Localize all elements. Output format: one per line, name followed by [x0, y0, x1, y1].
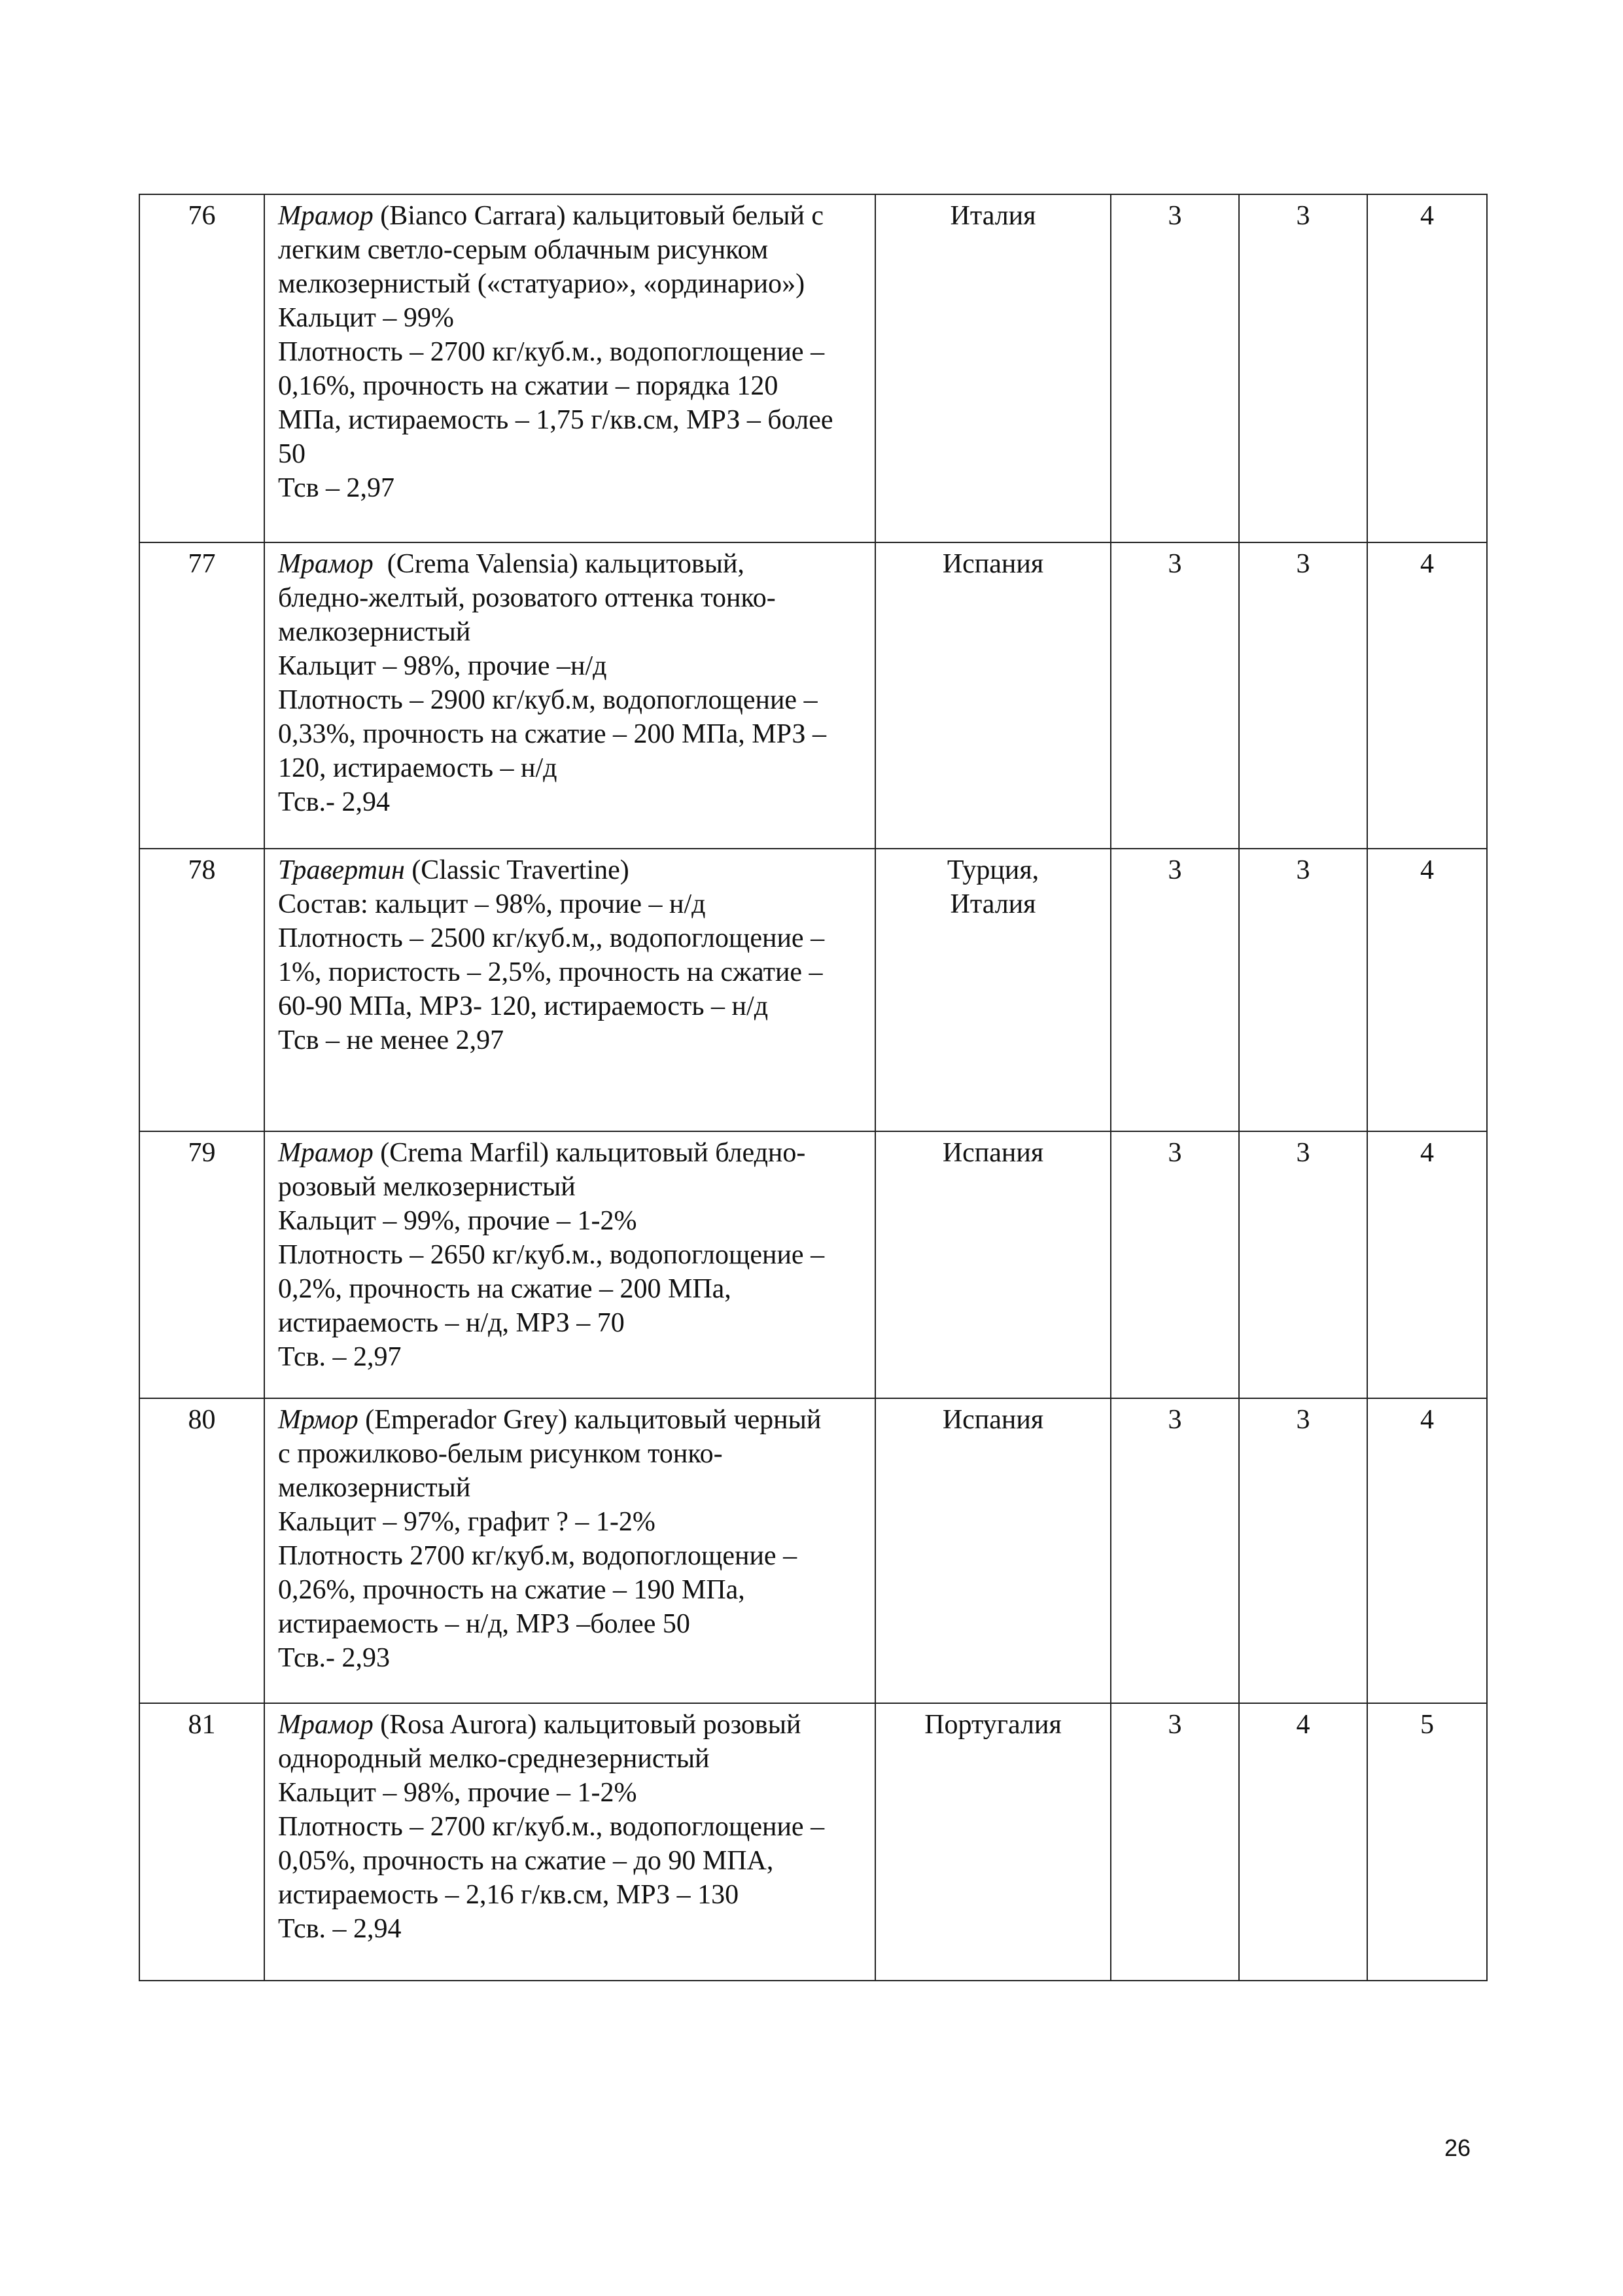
country-line: Турция,	[947, 855, 1039, 885]
material-name: Мрамор	[278, 201, 374, 231]
description-line: Плотность – 2700 кг/куб.м., водопоглощение –	[278, 1812, 825, 1842]
row-number: 76	[139, 194, 264, 542]
rating-value-1: 3	[1111, 1398, 1239, 1703]
row-number: 79	[139, 1131, 264, 1398]
description-line: Плотность – 2650 кг/куб.м., водопоглощение –	[278, 1240, 825, 1270]
row-number: 80	[139, 1398, 264, 1703]
description-line: 1%, пористость – 2,5%, прочность на сжатие –	[278, 957, 823, 987]
rating-value-2: 4	[1239, 1703, 1367, 1981]
material-name: Мрамор	[278, 1710, 374, 1740]
description-line: 0,2%, прочность на сжатие – 200 МПа,	[278, 1274, 731, 1304]
description-line: Кальцит – 97%, графит ? – 1-2%	[278, 1507, 655, 1537]
rating-value-1: 3	[1111, 1703, 1239, 1981]
rating-value-1: 3	[1111, 194, 1239, 542]
table-row	[139, 194, 1487, 542]
description-first-line	[278, 547, 867, 581]
country-line: Португалия	[924, 1710, 1062, 1740]
description-line: Тсв – не менее 2,97	[278, 1025, 504, 1055]
description-text: (Crema Marfil) кальцитовый бледно-	[373, 1138, 806, 1168]
material-name: Мрамор	[278, 549, 374, 579]
description-line: Тсв. – 2,97	[278, 1342, 402, 1372]
description-line: Плотность – 2500 кг/куб.м,, водопоглощение –	[278, 923, 825, 953]
description-first-line	[278, 199, 867, 233]
row-number: 81	[139, 1703, 264, 1981]
row-number: 77	[139, 542, 264, 849]
rating-value-2: 3	[1239, 849, 1367, 1131]
table-row	[139, 849, 1487, 1131]
description-line: МПа, истираемость – 1,75 г/кв.см, МРЗ – более	[278, 405, 833, 435]
table-body	[139, 194, 1487, 1981]
country-line: Испания	[942, 549, 1044, 579]
country-line: Испания	[942, 1405, 1044, 1435]
rating-value-2: 3	[1239, 1398, 1367, 1703]
material-description	[264, 1703, 875, 1981]
description-line: 60-90 МПа, МРЗ- 120, истираемость – н/д	[278, 991, 769, 1021]
stone-materials-table	[139, 194, 1488, 1981]
description-line: Состав: кальцит – 98%, прочие – н/д	[278, 889, 706, 919]
table-row	[139, 1703, 1487, 1981]
description-text: (Crema Valensia) кальцитовый,	[373, 549, 744, 579]
description-text: (Bianco Carrara) кальцитовый белый с	[373, 201, 824, 231]
description-line: мелкозернистый («статуарио», «ординарио»)	[278, 269, 805, 299]
description-line: легким светло-серым облачным рисунком	[278, 235, 769, 265]
rating-value-2: 3	[1239, 194, 1367, 542]
country-of-origin	[875, 194, 1111, 542]
description-first-line	[278, 1136, 867, 1170]
rating-value-1: 3	[1111, 849, 1239, 1131]
description-line: Тсв. – 2,94	[278, 1914, 402, 1944]
description-first-line	[278, 853, 867, 887]
country-of-origin	[875, 1703, 1111, 1981]
description-line: Плотность – 2900 кг/куб.м, водопоглощение –	[278, 685, 818, 715]
rating-value-2: 3	[1239, 542, 1367, 849]
description-line: с прожилково-белым рисунком тонко-	[278, 1439, 723, 1469]
description-line: истираемость – н/д, МРЗ – 70	[278, 1308, 625, 1338]
material-description	[264, 542, 875, 849]
rating-value-3: 4	[1367, 542, 1487, 849]
rating-value-1: 3	[1111, 542, 1239, 849]
material-name: Мрамор	[278, 1138, 374, 1168]
material-name: Мрмор	[278, 1405, 358, 1435]
table-row	[139, 1131, 1487, 1398]
description-line: мелкозернистый	[278, 1473, 471, 1503]
material-name: Травертин	[278, 855, 405, 885]
description-line: Кальцит – 99%, прочие – 1-2%	[278, 1206, 637, 1236]
description-line: Кальцит – 98%, прочие –н/д	[278, 651, 607, 681]
material-description	[264, 1398, 875, 1703]
description-first-line	[278, 1708, 867, 1742]
description-line: Тсв.- 2,94	[278, 787, 391, 817]
description-line: розовый мелкозернистый	[278, 1172, 576, 1202]
description-line: Тсв – 2,97	[278, 473, 395, 503]
description-line: 0,33%, прочность на сжатие – 200 МПа, МРЗ –	[278, 719, 827, 749]
rating-value-2: 3	[1239, 1131, 1367, 1398]
country-of-origin	[875, 542, 1111, 849]
country-line: Италия	[950, 889, 1036, 919]
description-text: (Emperador Grey) кальцитовый черный	[358, 1405, 822, 1435]
description-line: 0,16%, прочность на сжатии – порядка 120	[278, 371, 778, 401]
country-of-origin	[875, 1398, 1111, 1703]
rating-value-1: 3	[1111, 1131, 1239, 1398]
description-line: 120, истираемость – н/д	[278, 753, 557, 783]
description-line: Кальцит – 98%, прочие – 1-2%	[278, 1778, 637, 1808]
description-line: 50	[278, 439, 305, 469]
rating-value-3: 5	[1367, 1703, 1487, 1981]
country-line: Италия	[950, 201, 1036, 231]
description-line: мелкозернистый	[278, 617, 471, 647]
country-line: Испания	[942, 1138, 1044, 1168]
description-line: Плотность – 2700 кг/куб.м., водопоглощение –	[278, 337, 825, 367]
description-line: 0,05%, прочность на сжатие – до 90 МПА,	[278, 1846, 774, 1876]
description-line: истираемость – 2,16 г/кв.см, МРЗ – 130	[278, 1880, 739, 1910]
description-line: Тсв.- 2,93	[278, 1643, 391, 1673]
rating-value-3: 4	[1367, 1131, 1487, 1398]
rating-value-3: 4	[1367, 849, 1487, 1131]
country-of-origin	[875, 849, 1111, 1131]
description-text: (Rosa Aurora) кальцитовый розовый	[373, 1710, 801, 1740]
material-description	[264, 849, 875, 1131]
description-line: бледно-желтый, розоватого оттенка тонко-	[278, 583, 776, 613]
page-number: 26	[1444, 2134, 1471, 2161]
material-description	[264, 194, 875, 542]
rating-value-3: 4	[1367, 194, 1487, 542]
rating-value-3: 4	[1367, 1398, 1487, 1703]
description-line: 0,26%, прочность на сжатие – 190 МПа,	[278, 1575, 745, 1605]
description-line: Кальцит – 99%	[278, 303, 454, 333]
description-text: (Classic Travertine)	[404, 855, 629, 885]
description-line: однородный мелко-среднезернистый	[278, 1744, 710, 1774]
description-line: Плотность 2700 кг/куб.м, водопоглощение –	[278, 1541, 797, 1571]
material-description	[264, 1131, 875, 1398]
table-row	[139, 542, 1487, 849]
description-line: истираемость – н/д, МРЗ –более 50	[278, 1609, 690, 1639]
row-number: 78	[139, 849, 264, 1131]
description-first-line	[278, 1403, 867, 1437]
country-of-origin	[875, 1131, 1111, 1398]
table-row	[139, 1398, 1487, 1703]
